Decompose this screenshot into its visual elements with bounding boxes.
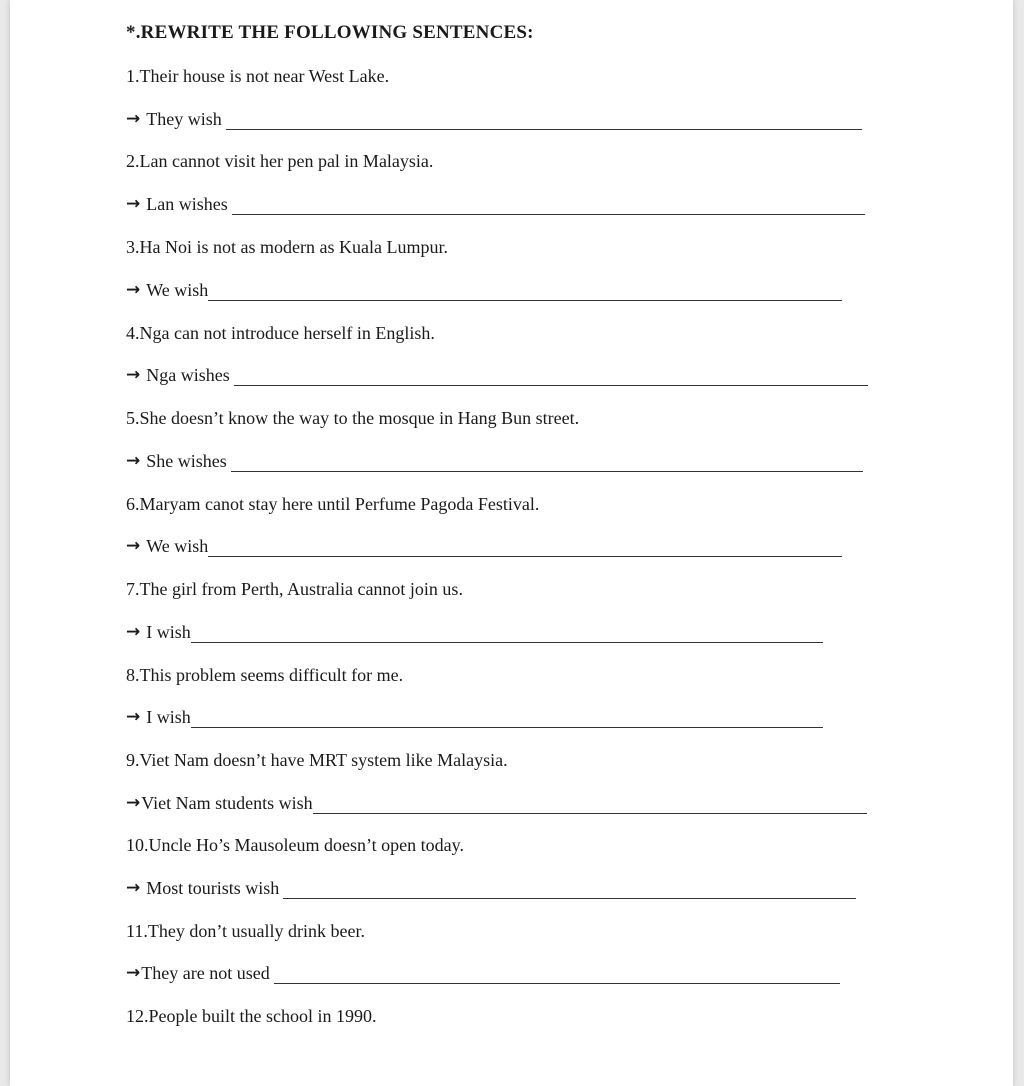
answer-prompt-9: Viet Nam students wish xyxy=(141,793,313,813)
arrow-icon: → xyxy=(126,451,141,471)
worksheet-page xyxy=(10,0,1013,1086)
sentence-1: 1.Their house is not near West Lake. xyxy=(126,66,390,86)
sentence-5: 5.She doesn’t know the way to the mosque in Hang Bun street. xyxy=(126,408,580,428)
answer-prompt-8: I wish xyxy=(146,707,191,727)
answer-prompt-4: Nga wishes xyxy=(146,365,230,385)
sentence-9: 9.Viet Nam doesn’t have MRT system like Malaysia. xyxy=(126,750,508,770)
answer-blank-4[interactable] xyxy=(234,367,868,386)
sentence-3: 3.Ha Noi is not as modern as Kuala Lumpur. xyxy=(126,237,448,257)
arrow-icon: → xyxy=(126,194,141,214)
sentence-8: 8.This problem seems difficult for me. xyxy=(126,665,404,685)
arrow-icon: → xyxy=(126,109,141,129)
answer-prompt-11: They are not used xyxy=(141,963,270,983)
answer-row-10 xyxy=(126,877,856,899)
arrow-icon: → xyxy=(126,365,141,385)
answer-row-2 xyxy=(126,193,865,215)
answer-prompt-5: She wishes xyxy=(146,451,227,471)
answer-blank-5[interactable] xyxy=(231,453,863,472)
arrow-icon: → xyxy=(126,622,141,642)
arrow-icon: → xyxy=(126,793,141,813)
sentence-6: 6.Maryam canot stay here until Perfume Pagoda Festival. xyxy=(126,494,540,514)
answer-row-8 xyxy=(126,706,823,728)
answer-prompt-10: Most tourists wish xyxy=(146,878,280,898)
arrow-icon: → xyxy=(126,280,141,300)
answer-row-6 xyxy=(126,535,842,557)
answer-blank-10[interactable] xyxy=(283,880,856,899)
answer-prompt-3: We wish xyxy=(146,280,209,300)
answer-prompt-6: We wish xyxy=(146,536,209,556)
arrow-icon: → xyxy=(126,707,141,727)
answer-blank-7[interactable] xyxy=(191,624,823,643)
worksheet-heading: *.REWRITE THE FOLLOWING SENTENCES: xyxy=(126,22,534,43)
sentence-10: 10.Uncle Ho’s Mausoleum doesn’t open today. xyxy=(126,835,464,855)
answer-prompt-1: They wish xyxy=(146,109,222,129)
sentence-7: 7.The girl from Perth, Australia cannot join us. xyxy=(126,579,463,599)
sentence-11: 11.They don’t usually drink beer. xyxy=(126,921,365,941)
arrow-icon: → xyxy=(126,963,141,983)
answer-row-9 xyxy=(126,792,867,814)
answer-row-4 xyxy=(126,364,868,386)
answer-row-1 xyxy=(126,108,862,130)
answer-blank-8[interactable] xyxy=(191,709,823,728)
answer-prompt-2: Lan wishes xyxy=(146,194,228,214)
answer-blank-9[interactable] xyxy=(313,795,867,814)
answer-row-5 xyxy=(126,450,863,472)
sentence-4: 4.Nga can not introduce herself in English. xyxy=(126,323,435,343)
arrow-icon: → xyxy=(126,536,141,556)
answer-blank-2[interactable] xyxy=(232,196,865,215)
arrow-icon: → xyxy=(126,878,141,898)
sentence-2: 2.Lan cannot visit her pen pal in Malaysia. xyxy=(126,151,434,171)
answer-row-3 xyxy=(126,279,842,301)
answer-row-11 xyxy=(126,962,840,984)
answer-prompt-7: I wish xyxy=(146,622,191,642)
sentence-12: 12.People built the school in 1990. xyxy=(126,1006,377,1026)
answer-blank-11[interactable] xyxy=(274,965,840,984)
answer-blank-1[interactable] xyxy=(226,111,862,130)
answer-blank-6[interactable] xyxy=(208,538,842,557)
answer-row-7 xyxy=(126,621,823,643)
answer-blank-3[interactable] xyxy=(208,282,842,301)
